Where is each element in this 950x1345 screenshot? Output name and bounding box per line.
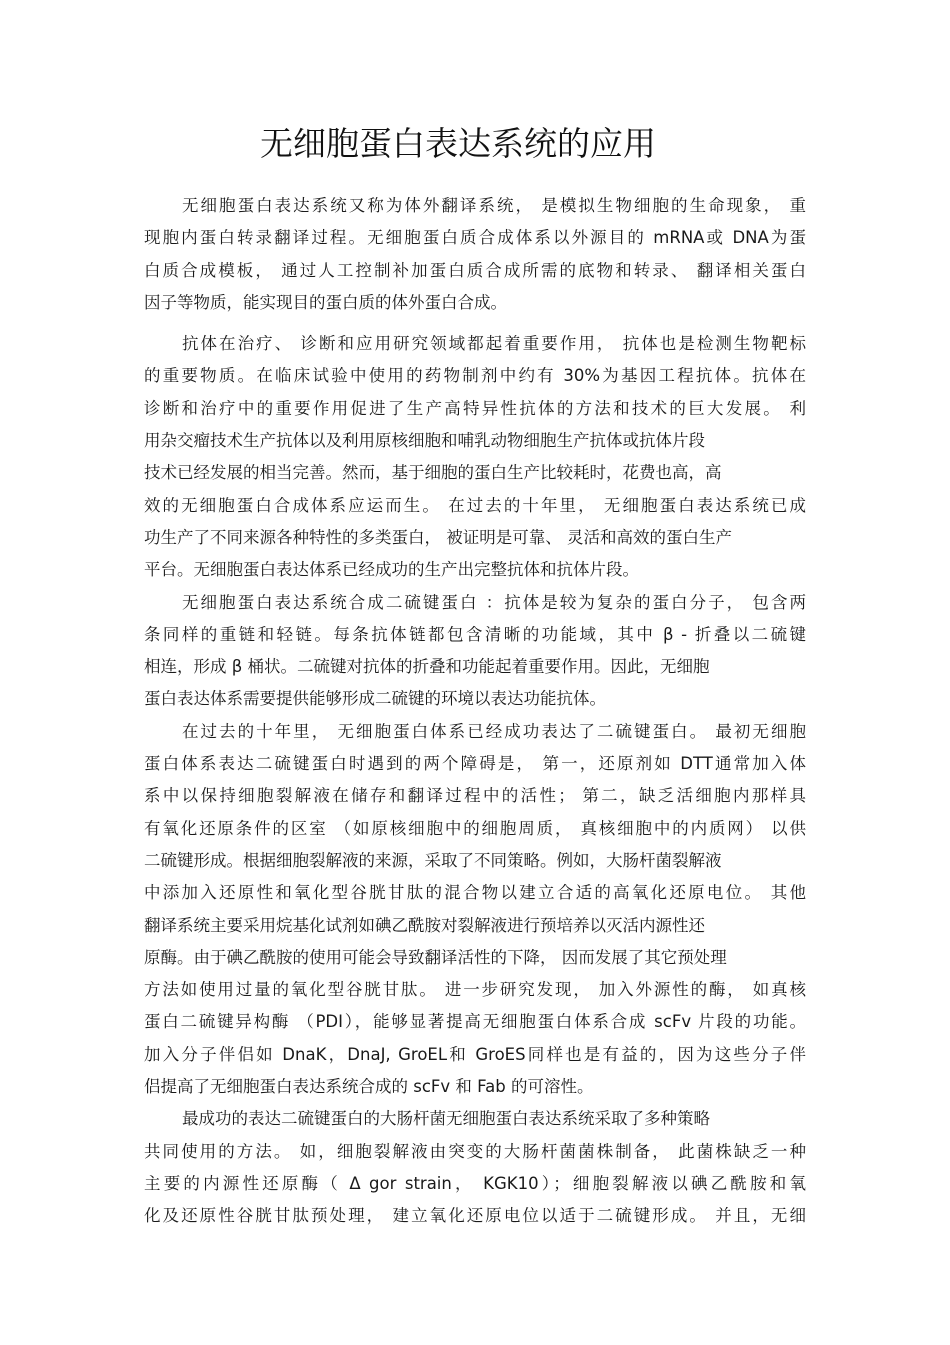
text-line: 中添加入还原性和氧化型谷胱甘肽的混合物以建立合适的高氧化还原电位。 其他 — [144, 883, 806, 903]
text-line: 抗体在治疗、 诊断和应用研究领域都起着重要作用， 抗体也是检测生物靶标 — [182, 334, 806, 354]
text-line: 相连，形成 β 桶状。二硫键对抗体的折叠和功能起着重要作用。因此，无细胞 — [144, 657, 710, 677]
text-line: 效的无细胞蛋白合成体系应运而生。 在过去的十年里， 无细胞蛋白表达系统已成 — [144, 495, 806, 515]
text-line: 主要的内源性还原酶（ Δ gor strain， KGK10）；细胞裂解液以碘乙酰胺和氧 — [144, 1173, 806, 1193]
text-line: 无细胞蛋白表达系统又称为体外翻译系统， 是模拟生物细胞的生命现象， 重 — [182, 196, 806, 215]
paragraph-disulfide-intro — [144, 587, 806, 716]
text-line: 二硫键形成。根据细胞裂解液的来源，采取了不同策略。例如，大肠杆菌裂解液 — [144, 850, 722, 870]
text-line: 白质合成模板， 通过人工控制补加蛋白质合成所需的底物和转录、 翻译相关蛋白 — [144, 260, 806, 280]
paragraph-disulfide-history — [144, 716, 806, 1104]
text-line: 方法如使用过量的氧化型谷胱甘肽。 进一步研究发现， 加入外源性的酶， 如真核 — [144, 980, 806, 1000]
text-line: 原酶。由于碘乙酰胺的使用可能会导致翻译活性的下降， 因而发展了其它预处理 — [144, 947, 727, 967]
text-line: 有氧化还原条件的区室 （如原核细胞中的细胞周质， 真核细胞中的内质网） 以供 — [144, 818, 806, 838]
text-line: 最成功的表达二硫键蛋白的大肠杆菌无细胞蛋白表达系统采取了多种策略 — [182, 1109, 710, 1129]
document-body — [144, 190, 806, 1233]
text-line: 功生产了不同来源各种特性的多类蛋白， 被证明是可靠、 灵活和高效的蛋白生产 — [144, 527, 732, 547]
paragraph-antibody — [144, 328, 806, 586]
text-line: 蛋白体系表达二硫键蛋白时遇到的两个障碍是， 第一，还原剂如 DTT通常加入体 — [144, 754, 806, 774]
text-line: 平台。无细胞蛋白表达体系已经成功的生产出完整抗体和抗体片段。 — [144, 560, 639, 580]
text-line: 系中以保持细胞裂解液在储存和翻译过程中的活性； 第二，缺乏活细胞内那样具 — [144, 786, 806, 806]
paragraph-ecoli-strategy — [144, 1103, 806, 1232]
paragraph-intro — [144, 190, 806, 319]
text-line: 共同使用的方法。 如，细胞裂解液由突变的大肠杆菌菌株制备， 此菌株缺乏一种 — [144, 1141, 806, 1161]
text-line: 侣提高了无细胞蛋白表达系统合成的 scFv 和 Fab 的可溶性。 — [144, 1077, 594, 1097]
text-line: 翻译系统主要采用烷基化试剂如碘乙酰胺对裂解液进行预培养以灭活内源性还 — [144, 915, 705, 935]
text-line: 蛋白二硫键异构酶 （PDI），能够显著提高无细胞蛋白体系合成 scFv 片段的功能。 — [144, 1012, 806, 1032]
text-line: 技术已经发展的相当完善。然而，基于细胞的蛋白生产比较耗时，花费也高，高 — [144, 463, 722, 483]
text-line: 蛋白表达体系需要提供能够形成二硫键的环境以表达功能抗体。 — [144, 689, 606, 709]
text-line: 现胞内蛋白转录翻译过程。无细胞蛋白质合成体系以外源目的 mRNA或 DNA为蛋 — [144, 228, 806, 248]
text-line: 因子等物质，能实现目的蛋白质的体外蛋白合成。 — [144, 292, 507, 312]
text-line: 化及还原性谷胱甘肽预处理， 建立氧化还原电位以适于二硫键形成。 并且，无细 — [144, 1206, 806, 1226]
text-line: 加入分子伴侣如 DnaK，DnaJ, GroEL和 GroES同样也是有益的，因为这些分子伴 — [144, 1044, 806, 1064]
text-line: 用杂交瘤技术生产抗体以及利用原核细胞和哺乳动物细胞生产抗体或抗体片段 — [144, 431, 705, 451]
text-line: 的重要物质。在临床试验中使用的药物制剂中约有 30%为基因工程抗体。抗体在 — [144, 366, 806, 386]
text-line: 无细胞蛋白表达系统合成二硫键蛋白 ：抗体是较为复杂的蛋白分子， 包含两 — [182, 592, 806, 612]
document-title: 无细胞蛋白表达系统的应用 — [260, 124, 656, 163]
text-line: 条同样的重链和轻链。每条抗体链都包含清晰的功能域，其中 β - 折叠以二硫键 — [144, 624, 806, 644]
text-line: 诊断和治疗中的重要作用促进了生产高特异性抗体的方法和技术的巨大发展。 利 — [144, 398, 806, 418]
text-line: 在过去的十年里， 无细胞蛋白体系已经成功表达了二硫键蛋白。 最初无细胞 — [182, 721, 806, 741]
